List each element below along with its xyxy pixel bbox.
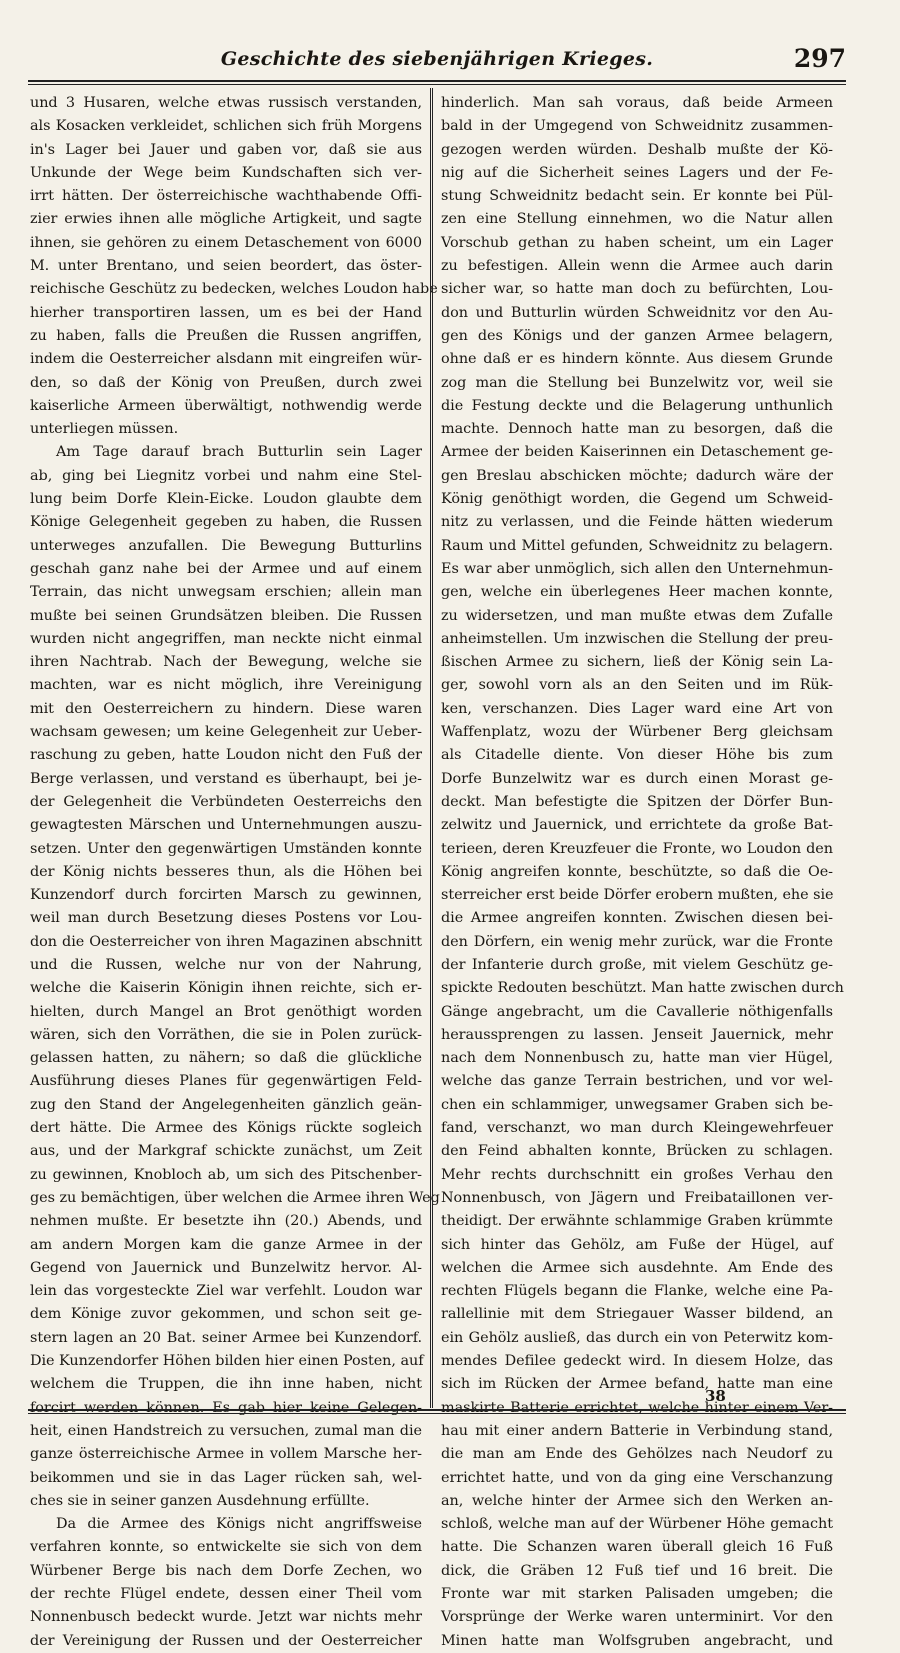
- text-line: den, so daß der König von Preußen, durch zwei: [30, 374, 422, 391]
- text-line: gen, welche ein überlegenes Heer machen konnte,: [441, 584, 833, 601]
- text-line: terieen, deren Kreuzfeuer die Fronte, wo Loudon den: [441, 840, 833, 857]
- text-line: nig auf die Sicherheit seines Lagers und der Fe-: [441, 164, 833, 181]
- text-line: die Armee angreifen konnten. Zwischen diesen bei-: [441, 910, 833, 927]
- running-title: Geschichte des siebenjährigen Krieges.: [220, 48, 654, 70]
- page-number: 297: [793, 44, 846, 73]
- footer-rule: [28, 1409, 846, 1414]
- text-line: Dorfe Bunzelwitz war es durch einen Morast ge-: [441, 770, 833, 787]
- text-line: Armee der beiden Kaiserinnen ein Detaschement ge-: [441, 444, 833, 461]
- text-line: zier erwies ihnen alle mögliche Artigkeit, und sagte: [30, 211, 422, 228]
- text-line: bald in der Umgegend von Schweidnitz zusammen-: [441, 118, 833, 135]
- text-line: dick, die Gräben 12 Fuß tief und 16 breit. Die: [441, 1562, 833, 1579]
- text-line: ger, sowohl vorn als an den Seiten und im Rük-: [441, 677, 833, 694]
- text-line: Mehr rechts durchschnitt ein großes Verhau den: [441, 1166, 833, 1183]
- text-line: ken, verschanzen. Dies Lager ward eine Art von: [441, 700, 833, 717]
- text-line: machten, war es nicht möglich, ihre Vereinigung: [30, 677, 422, 694]
- column-divider: [430, 88, 433, 1408]
- text-line: in's Lager bei Jauer und gaben vor, daß sie aus: [30, 141, 422, 158]
- right-text-column: [441, 92, 844, 1649]
- text-line: der rechte Flügel endete, dessen einer Theil vom: [30, 1586, 422, 1602]
- text-line: nitz zu verlassen, und die Feinde hätten wiederum: [441, 514, 833, 531]
- text-line: Fronte war mit starken Palisaden umgeben; die: [441, 1586, 833, 1602]
- text-line: ohne daß er es hindern könnte. Aus diesem Grunde: [441, 351, 833, 368]
- text-line: König angreifen konnte, beschützte, so daß die Oe-: [441, 863, 833, 880]
- text-line: zen eine Stellung einnehmen, wo die Natur allen: [441, 211, 833, 228]
- text-line: gezogen werden würden. Deshalb mußte der Kö-: [441, 141, 833, 158]
- text-line: don die Oesterreicher von ihren Magazinen abschnitt: [30, 933, 422, 950]
- text-line: hau mit einer andern Batterie in Verbindung stand,: [441, 1422, 833, 1439]
- text-line: der Infanterie durch große, mit vielem Geschütz ge-: [441, 956, 833, 973]
- text-line: gewagtesten Märschen und Unternehmungen auszu-: [30, 817, 422, 834]
- text-line: dem Könige zuvor gekommen, und schon seit ge-: [30, 1306, 422, 1323]
- text-line: Nonnenbusch, von Jägern und Freibataillonen ver-: [441, 1189, 833, 1206]
- text-line: und 3 Husaren, welche etwas russisch verstanden,: [30, 95, 422, 111]
- text-line: Waffenplatz, wozu der Würbener Berg gleichsam: [441, 724, 833, 741]
- text-line: Raum und Mittel gefunden, Schweidnitz zu belagern.: [441, 537, 833, 554]
- text-line: Minen hatte man Wolfsgruben angebracht, und: [441, 1632, 833, 1649]
- text-line: zog man die Stellung bei Bunzelwitz vor, weil sie: [441, 374, 833, 391]
- text-line: dert hätte. Die Armee des Königs rückte sogleich: [30, 1120, 422, 1137]
- text-line: Ausführung dieses Planes für gegenwärtigen Feld-: [30, 1073, 422, 1090]
- text-line: machte. Dennoch hatte man zu besorgen, daß die: [441, 421, 833, 438]
- text-line: Unkunde der Wege beim Kundschaften sich ver-: [30, 164, 422, 181]
- text-line: heit, einen Handstreich zu versuchen, zumal man die: [30, 1422, 422, 1439]
- text-line: unterliegen müssen.: [30, 421, 179, 438]
- text-line: reichische Geschütz zu bedecken, welches Loudon habe: [30, 281, 438, 298]
- text-line: ßischen Armee zu sichern, ließ der König sein La-: [441, 654, 833, 671]
- text-line: spickte Redouten beschützt. Man hatte zwischen durch: [441, 980, 844, 997]
- text-line: ihren Nachtrab. Nach der Bewegung, welche sie: [30, 654, 422, 671]
- text-line: mit den Oesterreichern zu hindern. Diese waren: [30, 700, 422, 717]
- text-line: rallellinie mit dem Striegauer Wasser bildend, an: [441, 1306, 833, 1323]
- text-line: stern lagen an 20 Bat. seiner Armee bei Kunzendorf.: [30, 1329, 422, 1346]
- text-line: ges zu bemächtigen, über welchen die Armee ihren Weg: [30, 1189, 440, 1206]
- text-line: und die Russen, welche nur von der Nahrung,: [30, 956, 422, 973]
- text-line: gen Breslau abschicken möchte; dadurch wäre der: [441, 467, 833, 484]
- text-line: verfahren konnte, so entwickelte sie sich von dem: [30, 1539, 422, 1556]
- text-line: Am Tage darauf brach Butturlin sein Lager: [56, 444, 422, 461]
- text-line: ganze österreichische Armee in vollem Marsche her-: [30, 1446, 422, 1463]
- text-line: der Gelegenheit die Verbündeten Oesterreichs den: [30, 793, 422, 810]
- text-line: Kunzendorf durch forcirten Marsch zu gewinnen,: [30, 887, 422, 904]
- text-line: sicher war, so hatte man doch zu befürchten, Lou-: [441, 281, 833, 298]
- text-line: kaiserliche Armeen überwältigt, nothwendig werde: [30, 397, 422, 414]
- text-line: fand, verschanzt, wo man durch Kleingewehrfeuer: [441, 1120, 833, 1137]
- text-line: zu haben, falls die Preußen die Russen angriffen,: [30, 327, 422, 344]
- text-line: am andern Morgen kam die ganze Armee in der: [30, 1236, 422, 1253]
- text-line: Berge verlassen, und verstand es überhaupt, bei je-: [30, 770, 422, 787]
- text-line: heraussprengen zu lassen. Jenseit Jauernick, mehr: [441, 1026, 833, 1043]
- text-line: indem die Oesterreicher alsdann mit eingreifen wür-: [30, 351, 422, 368]
- text-line: welchem die Truppen, die ihn inne haben, nicht: [30, 1376, 422, 1393]
- text-line: Terrain, das nicht unwegsam erschien; allein man: [30, 584, 422, 601]
- text-line: rechten Flügels begann die Flanke, welche eine Pa-: [441, 1283, 833, 1300]
- text-line: nehmen mußte. Er besetzte ihn (20.) Abends, und: [30, 1213, 422, 1230]
- text-line: gelassen hatten, zu nähern; so daß die glückliche: [30, 1050, 422, 1067]
- text-line: zu gewinnen, Knobloch ab, um sich des Pitschenber-: [30, 1166, 422, 1183]
- text-line: wachsam gewesen; um keine Gelegenheit zur Ueber-: [30, 724, 422, 741]
- text-line: raschung zu geben, hatte Loudon nicht den Fuß der: [30, 747, 422, 764]
- text-line: deckt. Man befestigte die Spitzen der Dörfer Bun-: [441, 793, 833, 810]
- text-line: Könige Gelegenheit gegeben zu haben, die Russen: [30, 514, 422, 531]
- text-line: zelwitz und Jauernick, und errichtete da große Bat-: [441, 817, 833, 834]
- text-line: lein das vorgesteckte Ziel war verfehlt. Loudon war: [30, 1283, 422, 1300]
- text-line: mendes Defilee gedeckt wird. In diesem Holze, das: [441, 1353, 833, 1370]
- signature-mark: 38: [705, 1387, 726, 1405]
- text-line: gen des Königs und der ganzen Armee belagern,: [441, 327, 833, 344]
- left-text-column: [30, 92, 440, 1649]
- text-line: den Dörfern, ein wenig mehr zurück, war die Fronte: [441, 933, 833, 950]
- text-line: hatte. Die Schanzen waren überall gleich 16 Fuß: [441, 1539, 833, 1556]
- text-line: setzen. Unter den gegenwärtigen Umständen konnte: [30, 840, 422, 857]
- text-line: lung beim Dorfe Klein-Eicke. Loudon glaubte dem: [30, 491, 422, 508]
- text-line: theidigt. Der erwähnte schlammige Graben krümmte: [441, 1213, 833, 1230]
- text-line: irrt hätten. Der österreichische wachthabende Offi-: [30, 188, 422, 205]
- text-line: zu befestigen. Allein wenn die Armee auch darin: [441, 258, 833, 275]
- text-line: Nonnenbusch bedeckt wurde. Jetzt war nichts mehr: [30, 1609, 422, 1626]
- text-line: als Kosacken verkleidet, schlichen sich früh Morgens: [30, 118, 422, 135]
- text-line: nach dem Nonnenbusch zu, hatte man vier Hügel,: [441, 1050, 833, 1067]
- text-line: der König nichts besseres thun, als die Höhen bei: [30, 863, 422, 880]
- text-line: zug den Stand der Angelegenheiten gänzlich geän-: [30, 1096, 422, 1113]
- text-line: schloß, welche man auf der Würbener Höhe gemacht: [441, 1516, 833, 1533]
- text-line: ab, ging bei Liegnitz vorbei und nahm eine Stel-: [30, 467, 422, 484]
- page-header: [28, 40, 846, 76]
- text-line: Es war aber unmöglich, sich allen den Unternehmun-: [441, 560, 833, 577]
- text-line: Würbener Berge bis nach dem Dorfe Zechen, wo: [30, 1562, 422, 1579]
- text-line: errichtet hatte, und von da ging eine Verschanzung: [441, 1469, 833, 1486]
- text-line: hinderlich. Man sah voraus, daß beide Armeen: [441, 95, 833, 111]
- text-line: die Festung deckte und die Belagerung unthunlich: [441, 397, 833, 414]
- text-line: welchen die Armee sich ausdehnte. Am Ende des: [441, 1259, 833, 1276]
- text-line: Gänge angebracht, um die Cavallerie nöthigenfalls: [441, 1003, 833, 1020]
- text-line: welche die Kaiserin Königin ihnen reichte, sich er-: [30, 980, 422, 997]
- text-line: wurden nicht angegriffen, man neckte nicht einmal: [30, 630, 422, 647]
- text-line: stung Schweidnitz bedacht sein. Er konnte bei Pül-: [441, 188, 833, 205]
- text-line: den Feind abhalten konnte, Brücken zu schlagen.: [441, 1143, 833, 1160]
- text-line: als Citadelle diente. Von dieser Höhe bis zum: [441, 747, 833, 764]
- text-line: Vorschub gethan zu haben scheint, um ein Lager: [441, 234, 833, 251]
- text-line: sich hinter das Gehölz, am Fuße der Hügel, auf: [441, 1236, 833, 1253]
- text-line: geschah ganz nahe bei der Armee und auf einem: [30, 560, 422, 577]
- text-line: M. unter Brentano, und seien beordert, das öster-: [30, 258, 422, 275]
- text-line: aus, und der Markgraf schickte zunächst, um Zeit: [30, 1143, 422, 1160]
- text-line: hierher transportiren lassen, um es bei der Hand: [30, 304, 422, 321]
- text-line: maskirte Batterie errichtet, welche hinter einem Ver-: [441, 1399, 833, 1416]
- text-line: hielten, durch Mangel an Brot genöthigt worden: [30, 1003, 422, 1020]
- text-line: der Vereinigung der Russen und der Oesterreicher: [30, 1632, 422, 1649]
- text-line: Gegend von Jauernick und Bunzelwitz hervor. Al-: [30, 1259, 422, 1276]
- text-line: ein Gehölz ausließ, das durch ein von Peterwitz kom-: [441, 1329, 833, 1346]
- text-line: don und Butturlin würden Schweidnitz vor den Au-: [441, 304, 833, 321]
- text-line: Vorsprünge der Werke waren unterminirt. Vor den: [441, 1609, 833, 1626]
- text-line: chen ein schlammiger, unwegsamer Graben sich be-: [441, 1096, 833, 1113]
- text-line: beikommen und sie in das Lager rücken sah, wel-: [30, 1469, 422, 1486]
- text-line: sterreicher erst beide Dörfer erobern mußten, ehe sie: [441, 887, 834, 904]
- header-rule: [28, 80, 846, 85]
- text-line: welche das ganze Terrain bestrichen, und vor wel-: [441, 1073, 833, 1090]
- text-line: forcirt werden können. Es gab hier keine Gelegen-: [30, 1399, 422, 1416]
- text-line: die man am Ende des Gehölzes nach Neudorf zu: [441, 1446, 833, 1463]
- text-line: unterweges anzufallen. Die Bewegung Butturlins: [30, 537, 422, 554]
- text-line: ihnen, sie gehören zu einem Detaschement von 6000: [30, 234, 422, 251]
- text-line: sich im Rücken der Armee befand, hatte man eine: [441, 1376, 833, 1393]
- text-line: weil man durch Besetzung dieses Postens vor Lou-: [30, 910, 422, 927]
- text-line: Die Kunzendorfer Höhen bilden hier einen Posten, auf: [30, 1353, 424, 1370]
- text-line: Da die Armee des Königs nicht angriffsweise: [56, 1516, 422, 1533]
- text-line: ches sie in seiner ganzen Ausdehnung erfüllte.: [30, 1492, 370, 1509]
- text-line: anheimstellen. Um inzwischen die Stellung der preu-: [441, 630, 833, 647]
- text-line: wären, sich den Vorräthen, die sie in Polen zurück-: [30, 1026, 422, 1043]
- text-line: zu widersetzen, und man mußte etwas dem Zufalle: [441, 607, 833, 624]
- text-line: mußte bei seinen Grundsätzen bleiben. Die Russen: [30, 607, 422, 624]
- text-line: König genöthigt worden, die Gegend um Schweid-: [441, 491, 833, 508]
- text-line: an, welche hinter der Armee sich den Werken an-: [441, 1492, 833, 1509]
